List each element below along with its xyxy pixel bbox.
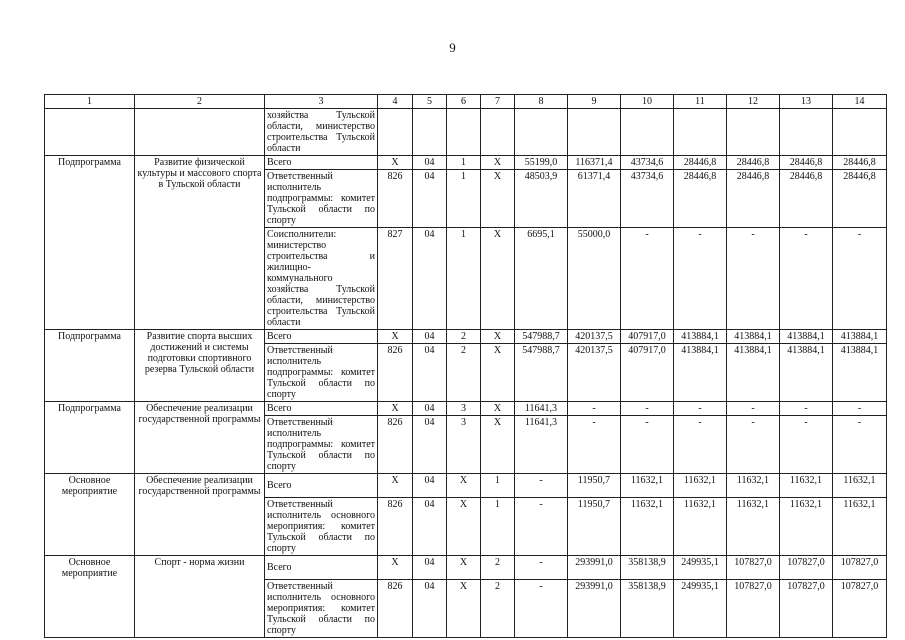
value-cell: 04	[413, 330, 447, 344]
value-cell: -	[515, 580, 568, 638]
header-row	[45, 95, 887, 109]
value-cell: -	[568, 416, 621, 474]
value-cell: 28446,8	[780, 156, 833, 170]
value-cell: X	[378, 402, 413, 416]
value-cell: 11641,3	[515, 402, 568, 416]
value-cell: 04	[413, 228, 447, 330]
table-row	[45, 156, 887, 170]
value-cell	[621, 109, 674, 156]
value-cell: -	[780, 228, 833, 330]
table-row	[45, 474, 887, 498]
table-row	[45, 402, 887, 416]
value-cell: 1	[481, 474, 515, 498]
table-row	[45, 109, 887, 156]
value-cell: 413884,1	[674, 344, 727, 402]
value-cell: 04	[413, 170, 447, 228]
value-cell: 28446,8	[833, 170, 887, 228]
value-cell: -	[833, 416, 887, 474]
value-cell: X	[481, 228, 515, 330]
value-cell: 358138,9	[621, 580, 674, 638]
value-cell: 547988,7	[515, 330, 568, 344]
value-cell: 11632,1	[727, 474, 780, 498]
value-cell: 04	[413, 580, 447, 638]
value-cell	[515, 109, 568, 156]
value-cell: X	[481, 330, 515, 344]
value-cell: 249935,1	[674, 580, 727, 638]
value-cell: -	[727, 416, 780, 474]
value-cell: 413884,1	[674, 330, 727, 344]
value-cell: 04	[413, 416, 447, 474]
column-header: 1	[45, 95, 135, 109]
value-cell: -	[568, 402, 621, 416]
value-cell: 413884,1	[780, 330, 833, 344]
value-cell: 6695,1	[515, 228, 568, 330]
value-cell: 28446,8	[674, 156, 727, 170]
value-cell: -	[727, 228, 780, 330]
value-cell	[727, 109, 780, 156]
value-cell	[447, 109, 481, 156]
column-header: 3	[265, 95, 378, 109]
value-cell: -	[621, 228, 674, 330]
value-cell: 249935,1	[674, 556, 727, 580]
value-cell	[780, 109, 833, 156]
value-cell: -	[833, 402, 887, 416]
responsible-cell: Соисполнители: министерство строительства и жилищно-коммунального хозяйства Тульской области, министерство строительства Тульской области	[265, 228, 378, 330]
value-cell: X	[481, 402, 515, 416]
value-cell: 413884,1	[727, 344, 780, 402]
value-cell: 11632,1	[621, 474, 674, 498]
section-name-cell: Развитие физической культуры и массового спорта в Тульской области	[135, 156, 265, 330]
value-cell: 826	[378, 170, 413, 228]
value-cell: -	[780, 402, 833, 416]
column-header: 2	[135, 95, 265, 109]
value-cell: 11632,1	[833, 474, 887, 498]
value-cell: 11641,3	[515, 416, 568, 474]
value-cell: 2	[481, 556, 515, 580]
value-cell: -	[621, 416, 674, 474]
section-type-cell: Подпрограмма	[45, 330, 135, 402]
value-cell: 413884,1	[833, 344, 887, 402]
value-cell: X	[481, 344, 515, 402]
value-cell	[833, 109, 887, 156]
column-header: 4	[378, 95, 413, 109]
value-cell: 1	[447, 156, 481, 170]
value-cell: 04	[413, 474, 447, 498]
value-cell: 11632,1	[621, 498, 674, 556]
value-cell: 11632,1	[674, 474, 727, 498]
column-header: 7	[481, 95, 515, 109]
value-cell	[481, 109, 515, 156]
responsible-cell: хозяйства Тульской области, министерство строительства Тульской области	[265, 109, 378, 156]
section-name-cell: Спорт - норма жизни	[135, 556, 265, 638]
value-cell: X	[481, 156, 515, 170]
value-cell: 1	[481, 498, 515, 556]
value-cell: -	[727, 402, 780, 416]
column-header: 13	[780, 95, 833, 109]
responsible-cell: Всего	[265, 556, 378, 580]
value-cell: 293991,0	[568, 580, 621, 638]
value-cell: 826	[378, 498, 413, 556]
value-cell: 28446,8	[780, 170, 833, 228]
value-cell: -	[674, 416, 727, 474]
section-type-cell: Подпрограмма	[45, 156, 135, 330]
value-cell: -	[674, 228, 727, 330]
value-cell: 11632,1	[833, 498, 887, 556]
value-cell	[378, 109, 413, 156]
value-cell: 107827,0	[833, 580, 887, 638]
table-row	[45, 556, 887, 580]
section-name-cell: Развитие спорта высших достижений и системы подготовки спортивного резерва Тульской области	[135, 330, 265, 402]
responsible-cell: Ответственный исполнитель подпрограммы: комитет Тульской области по спорту	[265, 416, 378, 474]
value-cell	[413, 109, 447, 156]
value-cell: 547988,7	[515, 344, 568, 402]
value-cell: 28446,8	[727, 170, 780, 228]
responsible-cell: Всего	[265, 402, 378, 416]
value-cell	[568, 109, 621, 156]
responsible-cell: Ответственный исполнитель подпрограммы: комитет Тульской области по спорту	[265, 344, 378, 402]
value-cell: -	[515, 556, 568, 580]
value-cell: 55000,0	[568, 228, 621, 330]
column-header: 5	[413, 95, 447, 109]
value-cell: 11632,1	[780, 474, 833, 498]
value-cell: 11950,7	[568, 474, 621, 498]
value-cell: X	[447, 498, 481, 556]
value-cell: 28446,8	[674, 170, 727, 228]
value-cell: 55199,0	[515, 156, 568, 170]
value-cell: 43734,6	[621, 156, 674, 170]
value-cell: 420137,5	[568, 330, 621, 344]
column-header: 12	[727, 95, 780, 109]
value-cell: 407917,0	[621, 344, 674, 402]
value-cell: 11950,7	[568, 498, 621, 556]
value-cell: 107827,0	[780, 556, 833, 580]
value-cell: -	[515, 474, 568, 498]
value-cell: 413884,1	[780, 344, 833, 402]
value-cell: 107827,0	[727, 556, 780, 580]
value-cell: 2	[447, 330, 481, 344]
section-name-cell	[135, 109, 265, 156]
value-cell: 3	[447, 416, 481, 474]
section-type-cell: Основное мероприятие	[45, 556, 135, 638]
responsible-cell: Всего	[265, 156, 378, 170]
column-header: 11	[674, 95, 727, 109]
section-name-cell: Обеспечение реализации государственной программы	[135, 474, 265, 556]
value-cell: 28446,8	[833, 156, 887, 170]
value-cell: 107827,0	[780, 580, 833, 638]
value-cell: 11632,1	[780, 498, 833, 556]
value-cell: 826	[378, 580, 413, 638]
value-cell: 116371,4	[568, 156, 621, 170]
value-cell: 107827,0	[833, 556, 887, 580]
responsible-cell: Ответственный исполнитель основного мероприятия: комитет Тульской области по спорту	[265, 580, 378, 638]
section-type-cell: Основное мероприятие	[45, 474, 135, 556]
value-cell: 827	[378, 228, 413, 330]
responsible-cell: Ответственный исполнитель основного мероприятия: комитет Тульской области по спорту	[265, 498, 378, 556]
value-cell: 358138,9	[621, 556, 674, 580]
responsible-cell: Ответственный исполнитель подпрограммы: комитет Тульской области по спорту	[265, 170, 378, 228]
column-header: 10	[621, 95, 674, 109]
value-cell: X	[447, 580, 481, 638]
value-cell: X	[447, 474, 481, 498]
value-cell: X	[378, 156, 413, 170]
value-cell: 1	[447, 170, 481, 228]
section-type-cell	[45, 109, 135, 156]
value-cell: 61371,4	[568, 170, 621, 228]
value-cell: 11632,1	[674, 498, 727, 556]
value-cell: 48503,9	[515, 170, 568, 228]
value-cell: 413884,1	[833, 330, 887, 344]
value-cell: 04	[413, 556, 447, 580]
value-cell: -	[621, 402, 674, 416]
value-cell	[674, 109, 727, 156]
value-cell: 826	[378, 416, 413, 474]
value-cell: X	[378, 474, 413, 498]
value-cell: -	[833, 228, 887, 330]
value-cell: 11632,1	[727, 498, 780, 556]
value-cell: X	[447, 556, 481, 580]
value-cell: 04	[413, 498, 447, 556]
responsible-cell: Всего	[265, 330, 378, 344]
value-cell: 3	[447, 402, 481, 416]
value-cell: -	[674, 402, 727, 416]
table-row	[45, 330, 887, 344]
value-cell: 04	[413, 344, 447, 402]
budget-table	[44, 94, 887, 638]
value-cell: 2	[447, 344, 481, 402]
column-header: 14	[833, 95, 887, 109]
value-cell: X	[481, 170, 515, 228]
value-cell: 43734,6	[621, 170, 674, 228]
value-cell: X	[378, 556, 413, 580]
value-cell: 1	[447, 228, 481, 330]
value-cell: 04	[413, 402, 447, 416]
value-cell: 107827,0	[727, 580, 780, 638]
value-cell: 04	[413, 156, 447, 170]
value-cell: 420137,5	[568, 344, 621, 402]
value-cell: -	[780, 416, 833, 474]
section-type-cell: Подпрограмма	[45, 402, 135, 474]
value-cell: 826	[378, 344, 413, 402]
responsible-cell: Всего	[265, 474, 378, 498]
column-header: 6	[447, 95, 481, 109]
value-cell: 293991,0	[568, 556, 621, 580]
page-number: 9	[449, 40, 456, 55]
value-cell: X	[378, 330, 413, 344]
value-cell: 413884,1	[727, 330, 780, 344]
column-header: 8	[515, 95, 568, 109]
column-header: 9	[568, 95, 621, 109]
value-cell: -	[515, 498, 568, 556]
value-cell: 407917,0	[621, 330, 674, 344]
section-name-cell: Обеспечение реализации государственной программы	[135, 402, 265, 474]
value-cell: 28446,8	[727, 156, 780, 170]
value-cell: X	[481, 416, 515, 474]
value-cell: 2	[481, 580, 515, 638]
